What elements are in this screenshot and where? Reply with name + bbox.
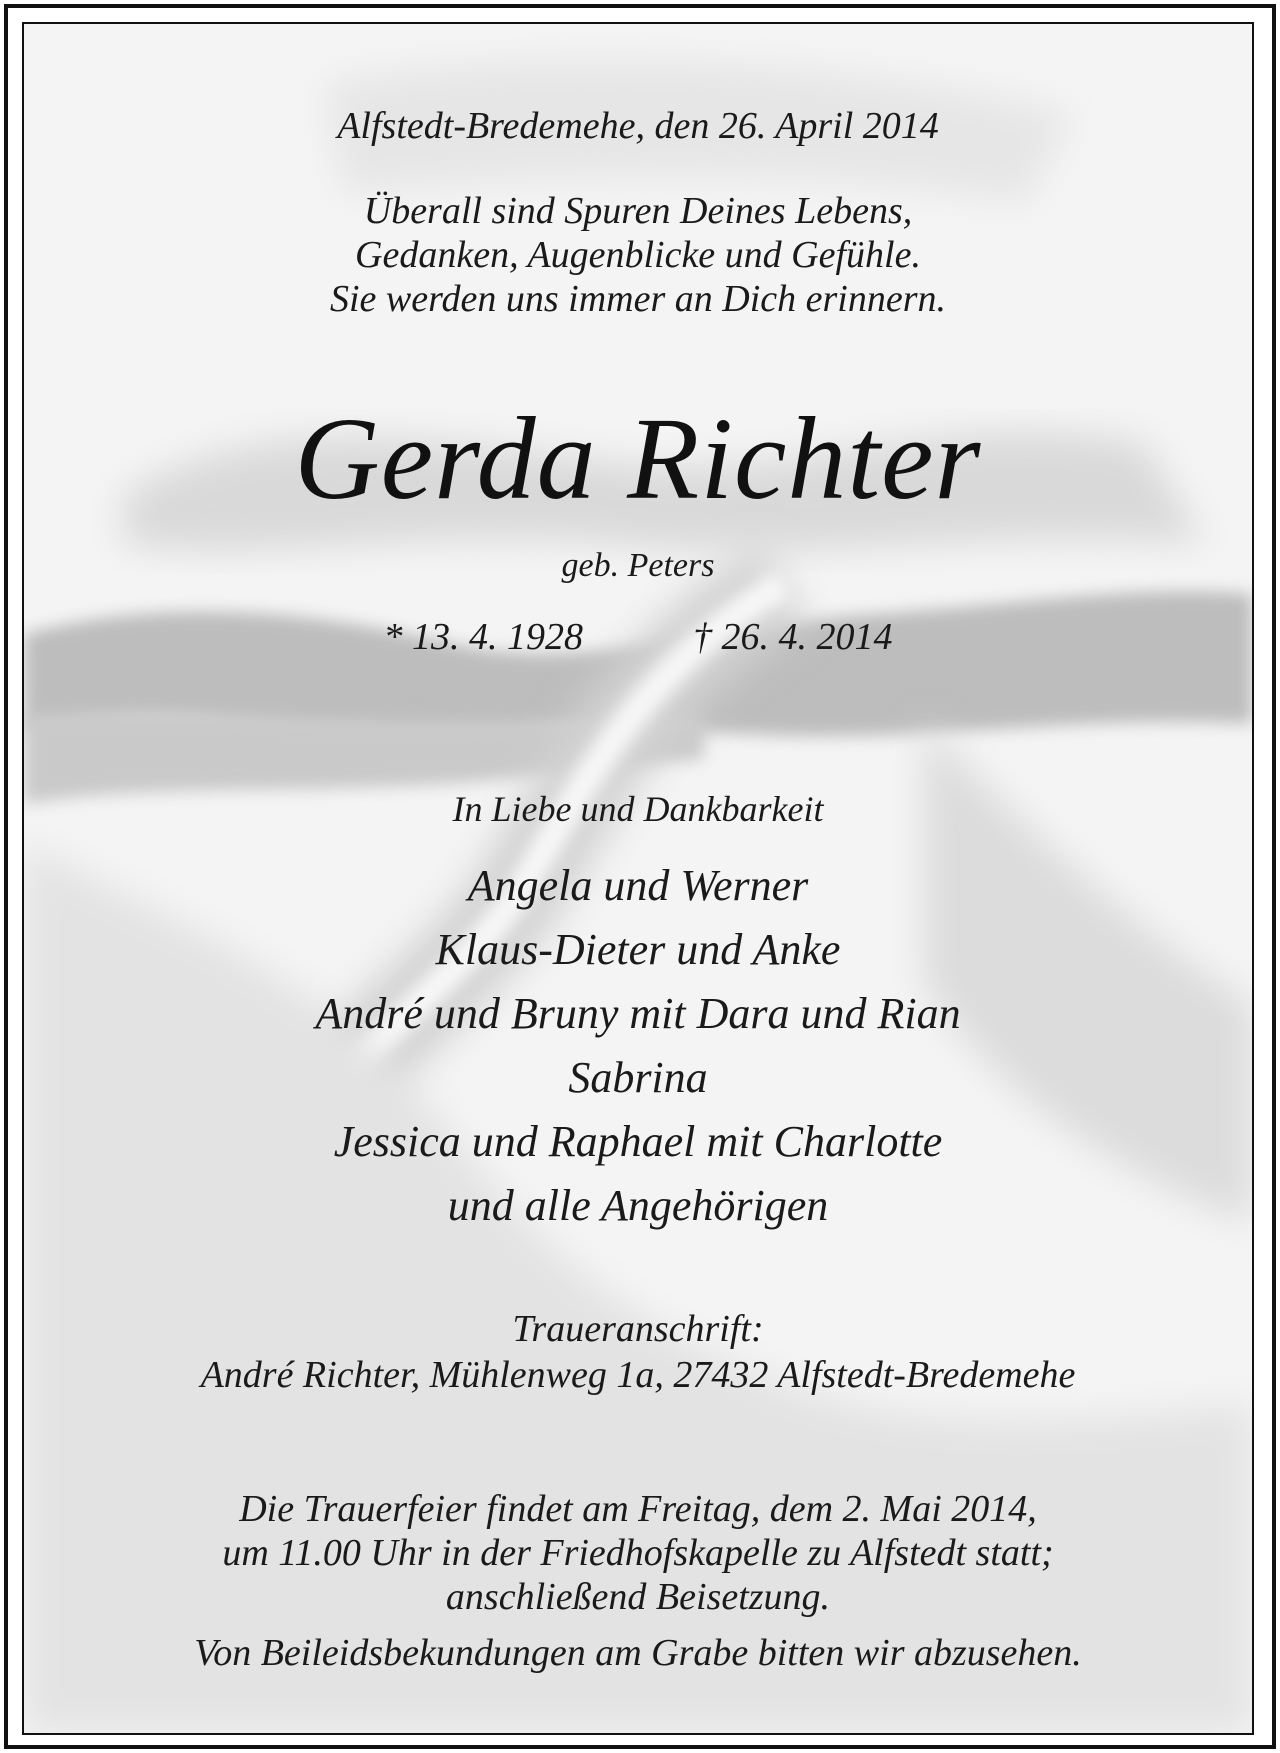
dedication-intro: In Liebe und Dankbarkeit	[452, 789, 824, 829]
ceremony-info	[24, 1487, 1252, 1619]
inner-border	[22, 22, 1254, 1735]
family-line: Jessica und Raphael mit Charlotte	[333, 1117, 943, 1166]
deceased-name: Gerda Richter	[294, 393, 982, 524]
family-line: André und Bruny mit Dara und Rian	[315, 989, 961, 1038]
ceremony-line: Die Trauerfeier findet am Freitag, dem 2. Mai 2014,	[239, 1488, 1037, 1530]
ceremony-line: anschließend Beisetzung.	[445, 1576, 831, 1618]
birth-date: * 13. 4. 1928	[383, 616, 583, 658]
family-list	[24, 854, 1252, 1238]
memorial-verse	[24, 189, 1252, 321]
maiden-name: geb. Peters	[561, 547, 715, 584]
family-line: und alle Angehörigen	[447, 1181, 829, 1230]
family-line: Sabrina	[568, 1053, 708, 1102]
family-line: Klaus-Dieter und Anke	[435, 925, 841, 974]
obituary-text	[24, 24, 1252, 1733]
life-dates	[24, 612, 1252, 662]
mourning-address: André Richter, Mühlenweg 1a, 27432 Alfstedt-Bredemehe	[200, 1354, 1076, 1396]
verse-line: Gedanken, Augenblicke und Gefühle.	[355, 234, 921, 276]
condolence-note: Von Beileidsbekundungen am Grabe bitten wir abzusehen.	[194, 1632, 1082, 1674]
verse-line: Sie werden uns immer an Dich erinnern.	[330, 278, 946, 320]
death-date: † 26. 4. 2014	[693, 616, 893, 658]
place-date: Alfstedt-Bredemehe, den 26. April 2014	[337, 105, 939, 147]
outer-border	[4, 4, 1276, 1749]
family-line: Angela und Werner	[467, 861, 809, 910]
address-label: Traueranschrift:	[512, 1308, 764, 1350]
verse-line: Überall sind Spuren Deines Lebens,	[363, 190, 913, 232]
ceremony-line: um 11.00 Uhr in der Friedhofskapelle zu Alfstedt statt;	[222, 1532, 1054, 1574]
